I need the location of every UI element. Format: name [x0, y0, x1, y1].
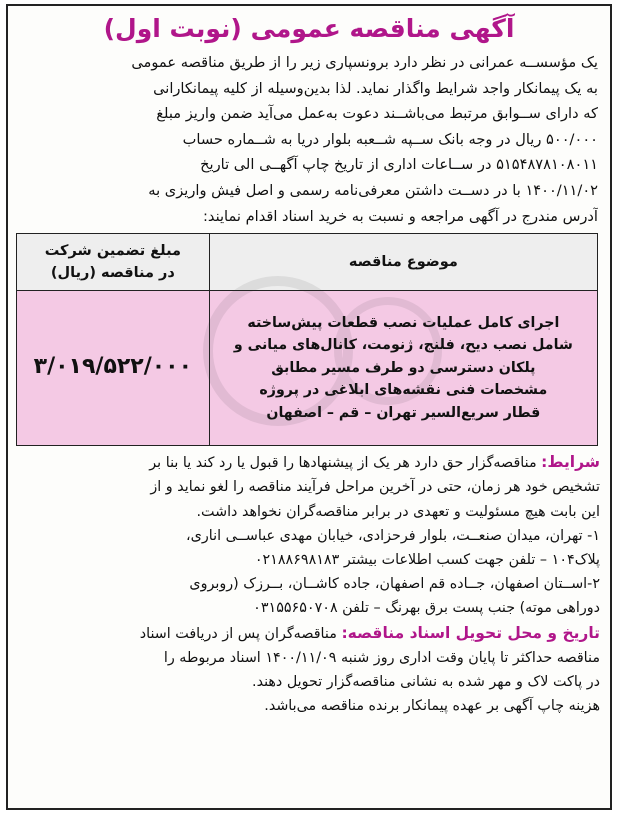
header-amount-line: در مناقصه (ریال) — [50, 265, 175, 282]
amount-cell — [17, 291, 210, 446]
delivery-line: در پاکت لاک و مهر شده به نشانی مناقصه‌گزار تحویل دهند. — [252, 673, 600, 690]
delivery-text: مناقصه‌گران پس از دریافت اسناد — [139, 625, 337, 642]
intro-line: یک مؤسســه عمرانی در نظر دارد برونسپاری زیر را از طریق مناقصه عمومی — [131, 54, 598, 71]
subject-line: مشخصات فنی نقشه‌های ابلاغی در پروژه — [259, 382, 548, 399]
subject-line: اجرای کامل عملیات نصب قطعات پیش‌ساخته — [247, 314, 560, 331]
conditions-line: تشخیص خود هر زمان، حتی در آخرین مراحل فرآیند مناقصه را لغو نماید و از — [150, 479, 600, 496]
notice-title: آگهی مناقصه عمومی (نوبت اول) — [103, 14, 515, 43]
guarantee-amount: ۳/۰۱۹/۵۲۲/۰۰۰ — [33, 353, 193, 379]
conditions-heading: شرایط: — [541, 453, 600, 472]
tender-notice — [6, 4, 612, 810]
subject-cell — [209, 291, 597, 446]
intro-line: آدرس مندرج در آگهی مراجعه و نسبت به خرید اسناد اقدام نمایند: — [203, 207, 598, 225]
intro-line: ۵۱۵۴۸۷۸۱۰۸۰۱۱ در ســاعات اداری از تاریخ چاپ آگهــی الی تاریخ — [200, 156, 598, 174]
conditions-text: مناقصه‌گزار حق دارد هر یک از پیشنهادها را قبول یا رد کند یا بنا بر — [149, 455, 537, 472]
subject-line: پلکان دسترسی دو طرف مسیر مطابق — [271, 359, 536, 376]
delivery-line: هزینه چاپ آگهی بر عهده پیمانکار برنده مناقصه می‌باشد. — [264, 698, 600, 715]
subject-line: شامل نصب دیح، فلنج، ژنومت، کانال‌های میانی و — [233, 337, 573, 354]
address-line: ۲-اســتان اصفهان، جــاده قم اصفهان، جاده کاشــان، بــرزک (روبروی — [189, 576, 600, 593]
table-header-row — [17, 234, 598, 291]
conditions-section — [8, 450, 610, 718]
delivery-heading: تاریخ و محل تحویل اسناد مناقصه: — [341, 623, 600, 642]
intro-line: به یک پیمانکار واجد شرایط واگذار نماید. لذا بدین‌وسیله از کلیه پیمانکارانی — [153, 79, 598, 97]
intro-line: که دارای ســوابق مرتبط می‌باشــند دعوت به‌عمل می‌آید ضمن واریز مبلغ — [156, 105, 598, 123]
header-amount — [17, 234, 210, 291]
address-line: دوراهی موته) جنب پست برق بهرنگ – تلفن ۰۳۱۵۵۶۵۰۷۰۸ — [253, 600, 600, 617]
conditions-line — [18, 450, 600, 475]
conditions-line: این بابت هیچ مسئولیت و تعهدی در برابر مناقصه‌گران نخواهد داشت. — [196, 503, 600, 520]
intro-line: ۱۴۰۰/۱۱/۰۲ با در دســت داشتن معرفی‌نامه رسمی و اصل فیش واریزی به — [148, 181, 598, 199]
intro-paragraph — [8, 50, 610, 229]
delivery-line — [18, 621, 600, 646]
subject-line: قطار سریع‌السیر تهران – قم – اصفهان — [266, 404, 541, 421]
address-line: پلاک۱۰۴ – تلفن جهت کسب اطلاعات بیشتر ۰۲۱۸۸۶۹۸۱۸۳ — [254, 551, 600, 568]
header-subject: موضوع مناقصه — [209, 234, 597, 291]
table-row — [17, 291, 598, 446]
intro-line: ۵۰۰/۰۰۰ ریال در وجه بانک ســپه شــعبه بلوار دریا به شــماره حساب — [182, 130, 598, 148]
header-amount-line: مبلغ تضمین شرکت — [44, 243, 182, 260]
delivery-line: مناقصه حداکثر تا پایان وقت اداری روز شنبه ۱۴۰۰/۱۱/۰۹ اسناد مربوطه را — [163, 649, 600, 666]
tender-table — [16, 233, 598, 446]
address-line: ۱- تهران، میدان صنعــت، بلوار فرحزادی، خیابان مهدی عباســی اناری، — [186, 527, 600, 544]
